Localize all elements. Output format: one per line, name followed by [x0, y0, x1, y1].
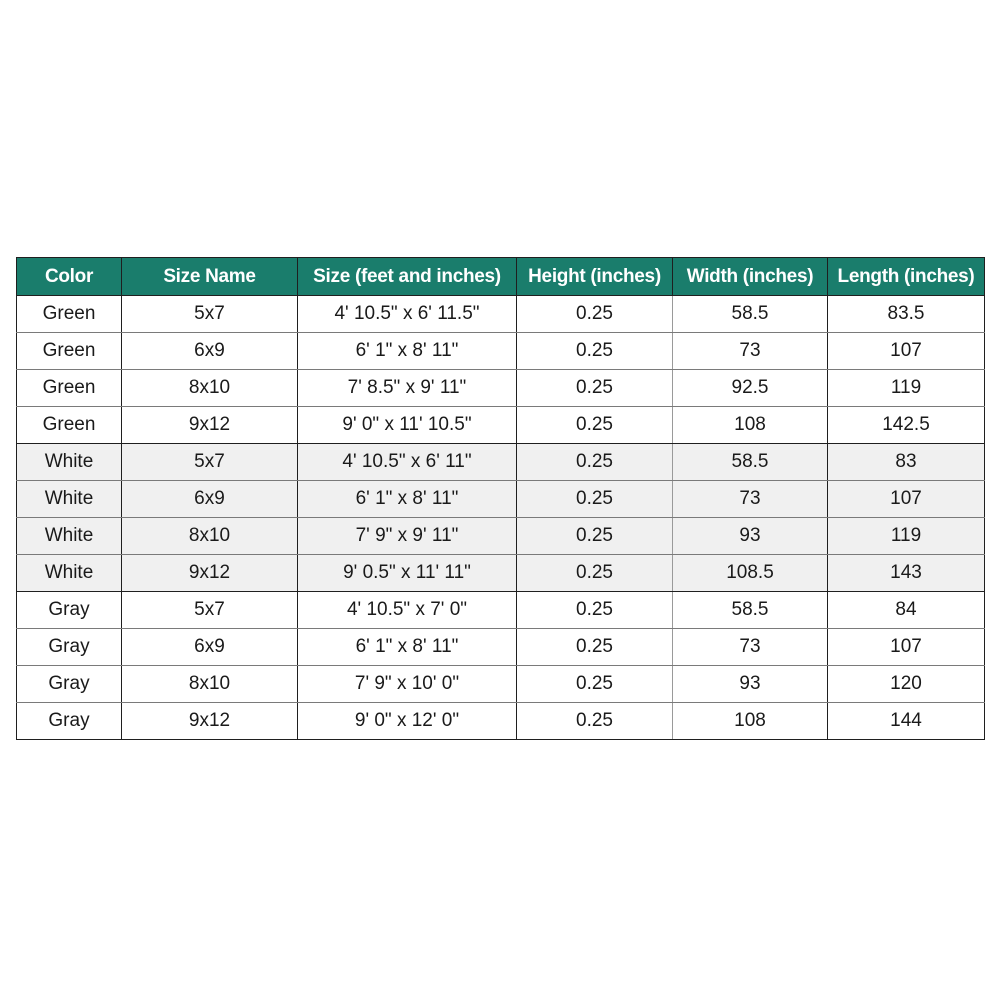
cell-height: 0.25	[517, 333, 673, 370]
cell-length: 84	[828, 592, 985, 629]
cell-length: 143	[828, 555, 985, 592]
cell-size-name: 5x7	[122, 296, 298, 333]
cell-size-feet-inches: 6' 1" x 8' 11"	[298, 481, 517, 518]
cell-height: 0.25	[517, 481, 673, 518]
cell-width: 73	[673, 481, 828, 518]
cell-height: 0.25	[517, 518, 673, 555]
size-table	[16, 257, 985, 740]
cell-size-feet-inches: 7' 9" x 9' 11"	[298, 518, 517, 555]
cell-color: Green	[17, 370, 122, 407]
cell-size-feet-inches: 7' 8.5" x 9' 11"	[298, 370, 517, 407]
cell-width: 73	[673, 333, 828, 370]
cell-size-name: 9x12	[122, 407, 298, 444]
cell-width: 92.5	[673, 370, 828, 407]
cell-width: 108	[673, 407, 828, 444]
table-row	[17, 555, 985, 592]
cell-color: White	[17, 518, 122, 555]
header-height: Height (inches)	[517, 258, 673, 296]
cell-width: 58.5	[673, 444, 828, 481]
cell-size-name: 8x10	[122, 370, 298, 407]
cell-size-feet-inches: 4' 10.5" x 6' 11.5"	[298, 296, 517, 333]
table-row	[17, 592, 985, 629]
header-row	[17, 258, 985, 296]
cell-height: 0.25	[517, 629, 673, 666]
cell-height: 0.25	[517, 407, 673, 444]
cell-size-name: 6x9	[122, 629, 298, 666]
table-row	[17, 407, 985, 444]
table-row	[17, 666, 985, 703]
cell-color: Green	[17, 333, 122, 370]
cell-size-name: 8x10	[122, 666, 298, 703]
cell-size-feet-inches: 9' 0" x 11' 10.5"	[298, 407, 517, 444]
header-color: Color	[17, 258, 122, 296]
cell-height: 0.25	[517, 296, 673, 333]
cell-size-name: 6x9	[122, 333, 298, 370]
cell-color: Gray	[17, 592, 122, 629]
cell-width: 58.5	[673, 592, 828, 629]
table-row	[17, 444, 985, 481]
cell-length: 83.5	[828, 296, 985, 333]
table-row	[17, 703, 985, 740]
cell-color: White	[17, 444, 122, 481]
cell-color: White	[17, 481, 122, 518]
cell-size-feet-inches: 9' 0.5" x 11' 11"	[298, 555, 517, 592]
cell-color: Green	[17, 407, 122, 444]
cell-color: Gray	[17, 703, 122, 740]
cell-length: 119	[828, 370, 985, 407]
cell-size-feet-inches: 4' 10.5" x 6' 11"	[298, 444, 517, 481]
cell-size-name: 9x12	[122, 555, 298, 592]
cell-length: 107	[828, 629, 985, 666]
cell-height: 0.25	[517, 555, 673, 592]
table-row	[17, 333, 985, 370]
cell-length: 119	[828, 518, 985, 555]
cell-height: 0.25	[517, 444, 673, 481]
cell-size-feet-inches: 9' 0" x 12' 0"	[298, 703, 517, 740]
cell-size-name: 9x12	[122, 703, 298, 740]
cell-size-name: 5x7	[122, 444, 298, 481]
cell-size-feet-inches: 6' 1" x 8' 11"	[298, 629, 517, 666]
cell-color: White	[17, 555, 122, 592]
table-row	[17, 518, 985, 555]
cell-size-name: 5x7	[122, 592, 298, 629]
cell-width: 93	[673, 518, 828, 555]
cell-color: Green	[17, 296, 122, 333]
table-row	[17, 481, 985, 518]
cell-size-name: 8x10	[122, 518, 298, 555]
cell-width: 93	[673, 666, 828, 703]
table-row	[17, 370, 985, 407]
table-row	[17, 296, 985, 333]
cell-length: 107	[828, 333, 985, 370]
cell-size-feet-inches: 4' 10.5" x 7' 0"	[298, 592, 517, 629]
cell-width: 108.5	[673, 555, 828, 592]
cell-length: 144	[828, 703, 985, 740]
header-size-name: Size Name	[122, 258, 298, 296]
size-table-container	[16, 257, 984, 740]
cell-length: 83	[828, 444, 985, 481]
cell-width: 108	[673, 703, 828, 740]
header-size-feet-inches: Size (feet and inches)	[298, 258, 517, 296]
cell-size-feet-inches: 6' 1" x 8' 11"	[298, 333, 517, 370]
cell-color: Gray	[17, 666, 122, 703]
cell-length: 142.5	[828, 407, 985, 444]
cell-width: 73	[673, 629, 828, 666]
cell-size-name: 6x9	[122, 481, 298, 518]
cell-height: 0.25	[517, 592, 673, 629]
table-row	[17, 629, 985, 666]
header-length: Length (inches)	[828, 258, 985, 296]
table-body	[17, 296, 985, 740]
cell-color: Gray	[17, 629, 122, 666]
header-width: Width (inches)	[673, 258, 828, 296]
cell-width: 58.5	[673, 296, 828, 333]
cell-length: 107	[828, 481, 985, 518]
cell-height: 0.25	[517, 703, 673, 740]
cell-size-feet-inches: 7' 9" x 10' 0"	[298, 666, 517, 703]
cell-length: 120	[828, 666, 985, 703]
table-header	[17, 258, 985, 296]
cell-height: 0.25	[517, 370, 673, 407]
cell-height: 0.25	[517, 666, 673, 703]
